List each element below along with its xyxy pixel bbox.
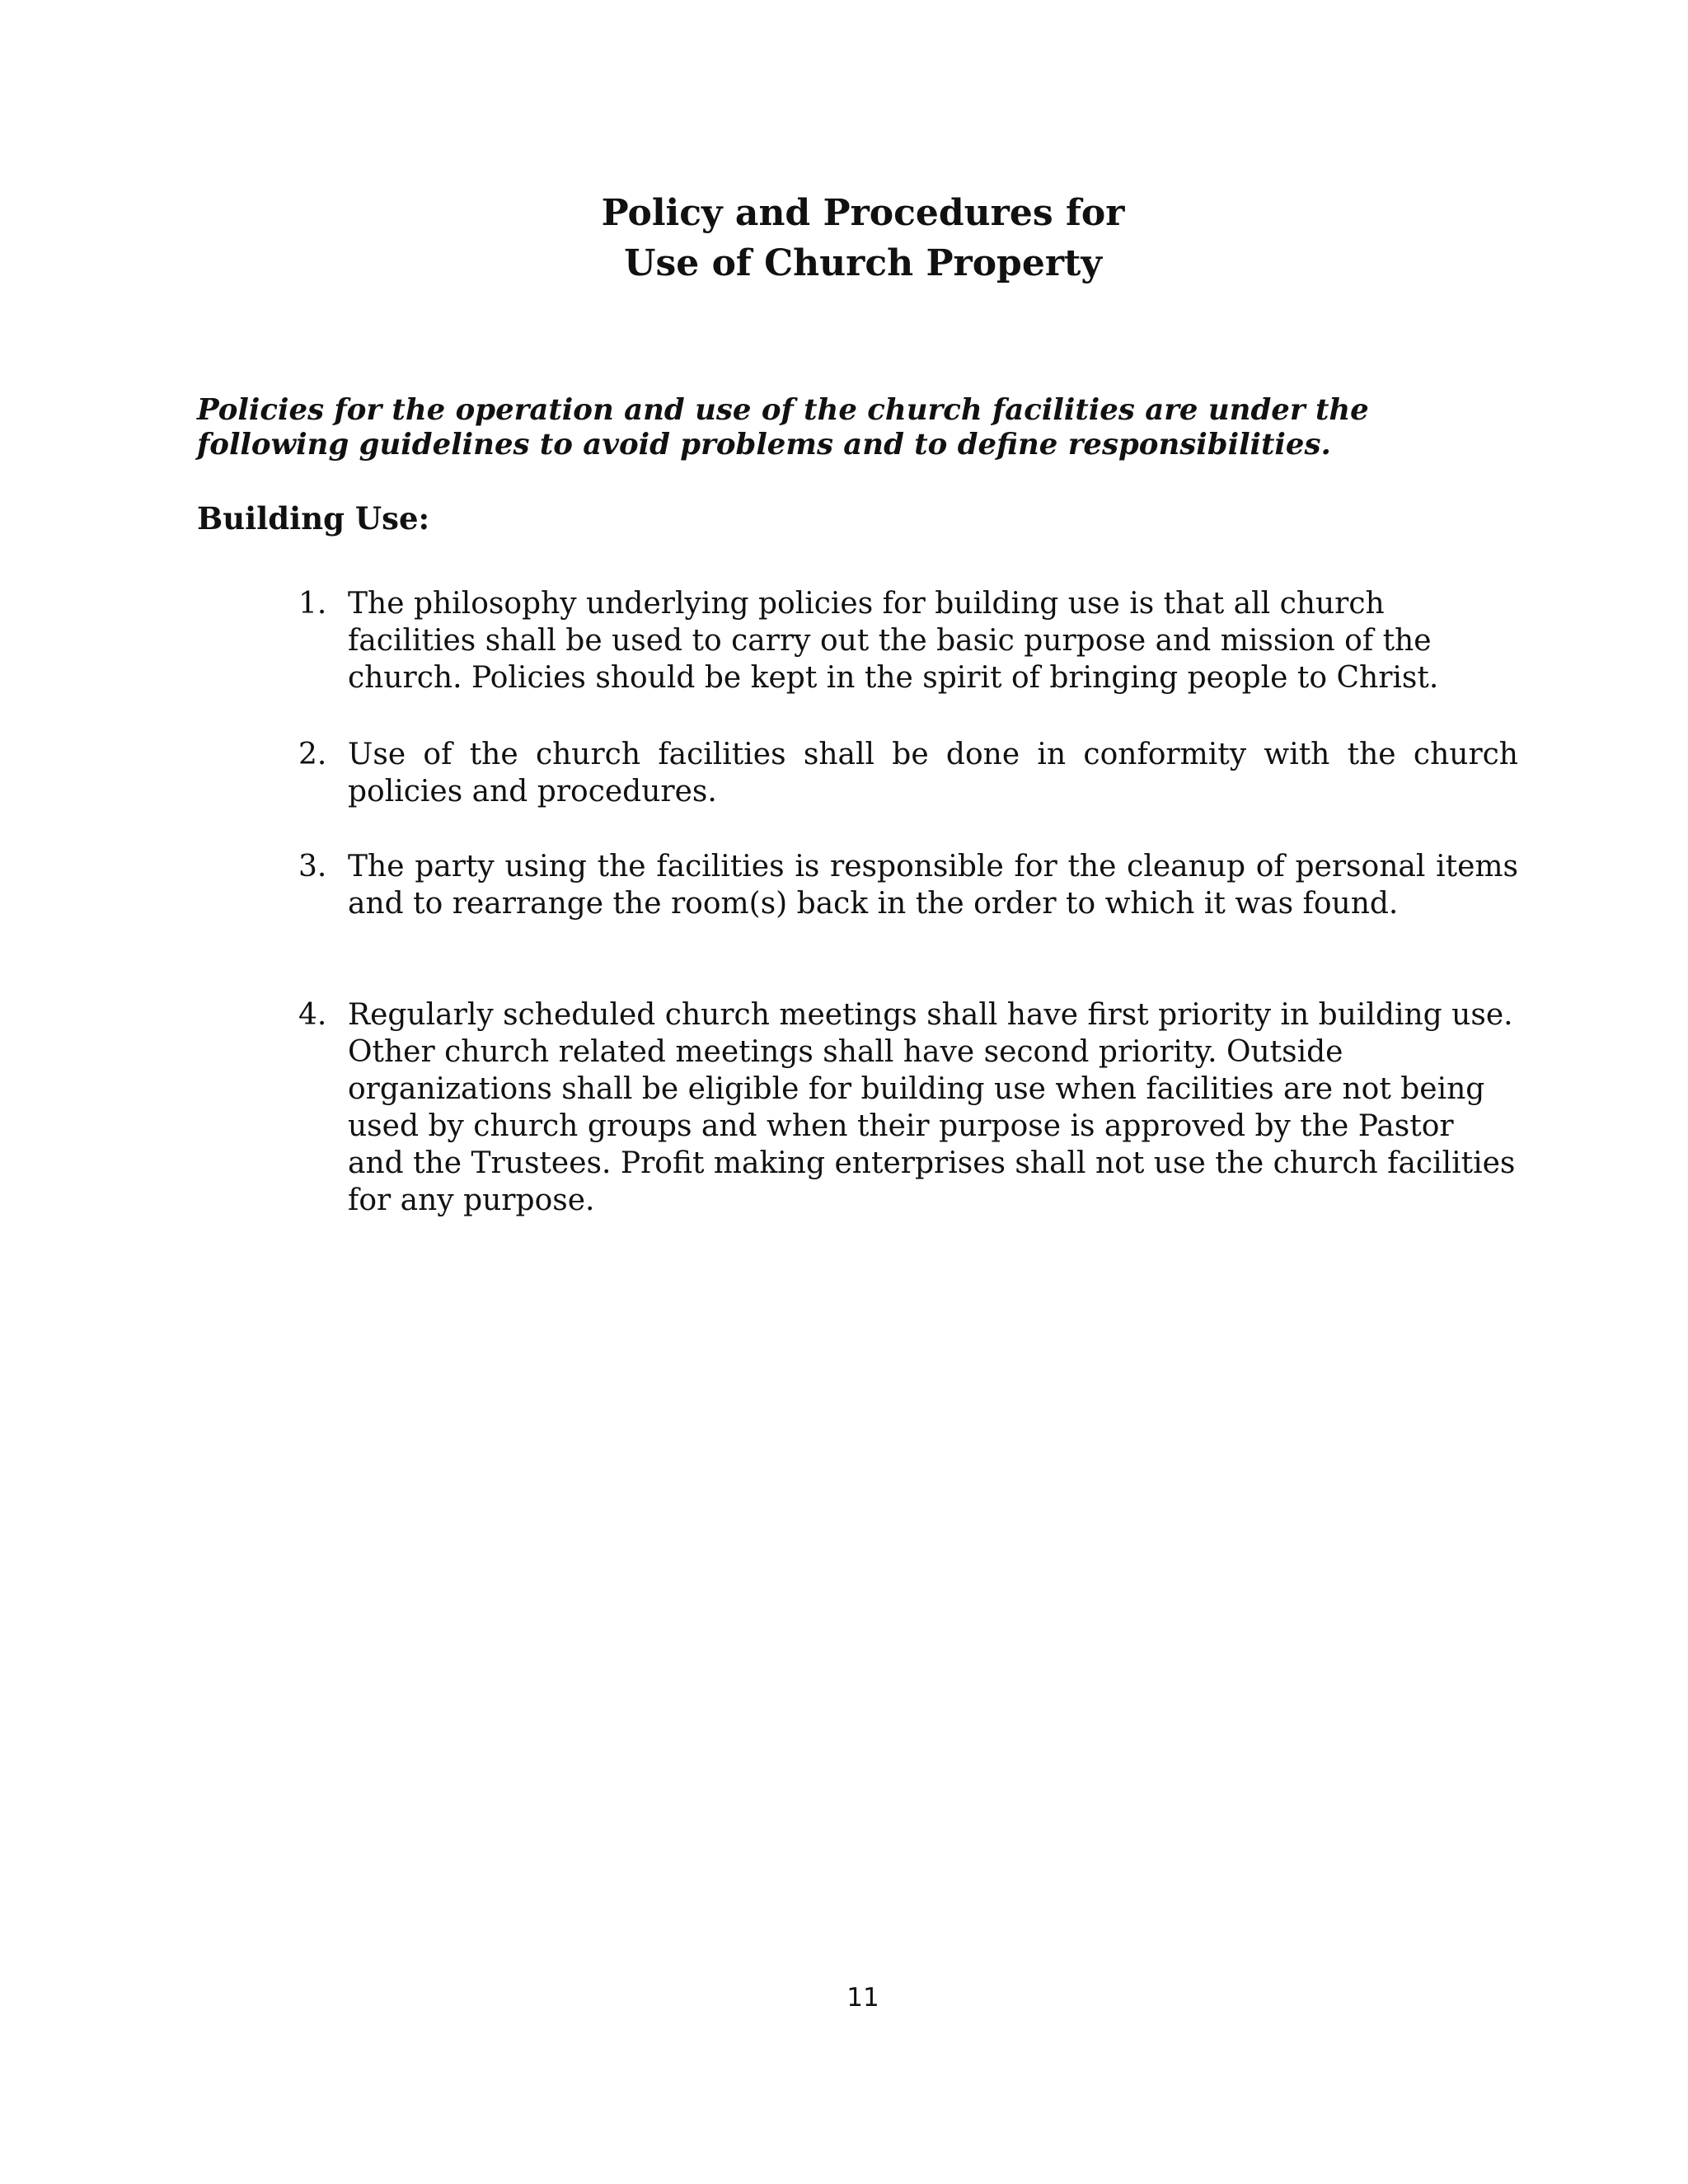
policy-item-text: The party using the facilities is responsible for the cleanup of personal items and to rearrange the room(s) back in the order to which it was found. (348, 850, 1518, 921)
policy-item-number: 1. (298, 587, 327, 621)
title-line-1: Policy and Procedures for (601, 192, 1125, 234)
title-line-2: Use of Church Property (624, 242, 1102, 284)
policy-item-number: 3. (298, 850, 327, 883)
policy-item-number: 4. (298, 998, 327, 1032)
intro-paragraph: Policies for the operation and use of the church facilities are under the following guidelines to avoid problems and to define responsibilities. (197, 393, 1369, 462)
policy-item-3 (298, 848, 1518, 922)
policy-item-number: 2. (298, 738, 327, 771)
section-heading-building-use: Building Use: (197, 500, 430, 537)
document-title (0, 188, 1688, 288)
policy-item-2 (298, 736, 1518, 810)
policy-item-text: The philosophy underlying policies for building use is that all church facilities shall be used to carry out the basic purpose and mission of the church. Policies should be kept in the spirit of bringing people to Christ. (348, 587, 1439, 695)
policy-item-text: Regularly scheduled church meetings shall have first priority in building use. Other church related meetings shall have second priority. Outside organizations shall be eligible for building use when facilities are not being used by church groups and when their purpose is approved by the Pastor and the Trustees. Profit making enterprises shall not use the church facilities for any purpose. (348, 998, 1516, 1217)
page-number: 11 (846, 1983, 879, 2013)
policy-item-4 (298, 996, 1518, 1219)
policy-item-1 (298, 585, 1518, 696)
policy-item-text: Use of the church facilities shall be done in conformity with the church policies and procedures. (348, 738, 1518, 808)
